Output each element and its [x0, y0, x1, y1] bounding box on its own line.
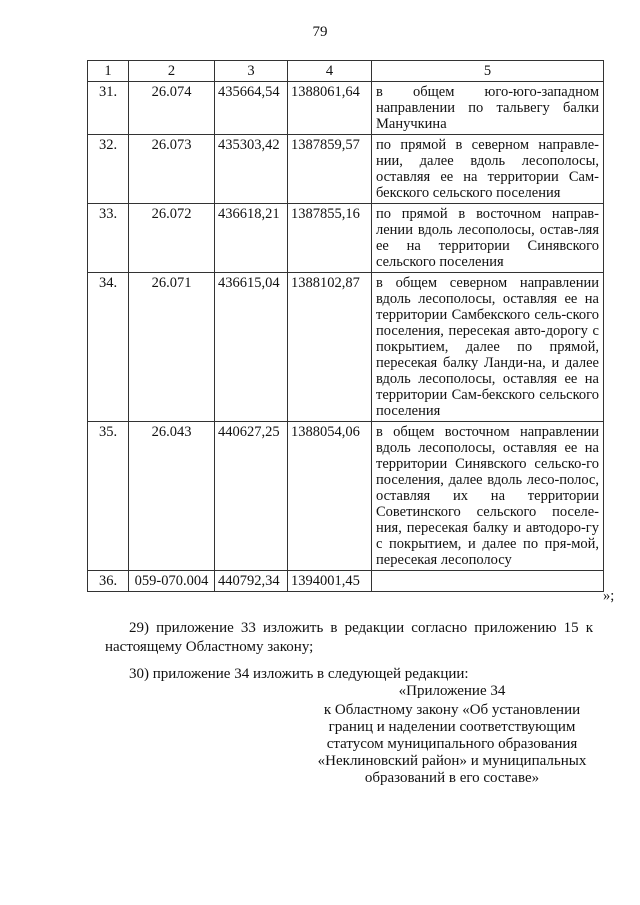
- appendix-line: «Неклиновский район» и муниципальных: [317, 753, 587, 769]
- table-row: [88, 82, 604, 135]
- coordinate-y: 1388061,64: [288, 82, 372, 135]
- boundary-points-table: [87, 60, 604, 592]
- column-header: 1: [88, 61, 129, 82]
- appendix-title: «Приложение 34: [398, 683, 506, 699]
- boundary-description: в общем восточном направлении вдоль лесополосы, оставляя ее на территории Синявского сельско-го поселения, далее вдоль лесо-полос, оставляя их на территории Советинского сельского поселе-ния, пересекая балку и автодоро-гу с покрытием, и далее по пря-мой, пересекая лесополосу: [372, 422, 604, 571]
- coordinate-y: 1388102,87: [288, 273, 372, 422]
- row-number: 32.: [88, 135, 129, 204]
- appendix-header: [302, 683, 602, 787]
- boundary-description: в общем северном направлении вдоль лесополосы, оставляя ее на территории Самбекского сель-ского поселения, пересекая авто-дорогу с покрытием, далее по прямой, пересекая балку Ланди-на, и далее вдоль лесополосы, оставляя ее на территории Сам-бекского сельского поселения: [372, 273, 604, 422]
- coordinate-x: 440792,34: [215, 571, 288, 592]
- row-number: 34.: [88, 273, 129, 422]
- boundary-description: по прямой в восточном направ-лении вдоль лесополосы, остав-ляя ее на территории Синявского сельского поселения: [372, 204, 604, 273]
- boundary-description: [372, 571, 604, 592]
- point-code: 26.071: [129, 273, 215, 422]
- table-header-row: [88, 61, 604, 82]
- closing-quote-mark: »;: [603, 588, 615, 604]
- appendix-line: образований в его составе»: [364, 770, 540, 786]
- coordinate-y: 1394001,45: [288, 571, 372, 592]
- paragraph-29-line-1: 29) приложение 33 изложить в редакции согласно приложению 15 к: [129, 620, 593, 636]
- coordinate-x: 435664,54: [215, 82, 288, 135]
- coordinate-y: 1387859,57: [288, 135, 372, 204]
- column-header: 5: [372, 61, 604, 82]
- table-row: [88, 422, 604, 571]
- row-number: 31.: [88, 82, 129, 135]
- row-number: 35.: [88, 422, 129, 571]
- column-header: 4: [288, 61, 372, 82]
- table-row: [88, 204, 604, 273]
- row-number: 33.: [88, 204, 129, 273]
- paragraph-29-line-2: настоящему Областному закону;: [105, 639, 314, 655]
- page-number: 79: [312, 24, 328, 40]
- point-code: 26.043: [129, 422, 215, 571]
- table-row: [88, 273, 604, 422]
- coordinate-x: 440627,25: [215, 422, 288, 571]
- boundary-description: по прямой в северном направле-нии, далее вдоль лесополосы, оставляя ее на территории Сам-бекского сельского поселения: [372, 135, 604, 204]
- column-header: 2: [129, 61, 215, 82]
- boundary-description: в общем юго-юго-западном направлении по тальвегу балки Манучкина: [372, 82, 604, 135]
- coordinate-x: 436618,21: [215, 204, 288, 273]
- paragraph-30: 30) приложение 34 изложить в следующей редакции:: [129, 666, 469, 682]
- column-header: 3: [215, 61, 288, 82]
- appendix-line: границ и наделении соответствующим: [328, 719, 576, 735]
- coordinate-y: 1387855,16: [288, 204, 372, 273]
- point-code: 26.074: [129, 82, 215, 135]
- appendix-line: статусом муниципального образования: [326, 736, 578, 752]
- point-code: 26.073: [129, 135, 215, 204]
- point-code: 059-070.004: [129, 571, 215, 592]
- coordinate-x: 436615,04: [215, 273, 288, 422]
- coordinate-x: 435303,42: [215, 135, 288, 204]
- table-row: [88, 571, 604, 592]
- point-code: 26.072: [129, 204, 215, 273]
- appendix-line: к Областному закону «Об установлении: [323, 702, 581, 718]
- table-row: [88, 135, 604, 204]
- row-number: 36.: [88, 571, 129, 592]
- coordinate-y: 1388054,06: [288, 422, 372, 571]
